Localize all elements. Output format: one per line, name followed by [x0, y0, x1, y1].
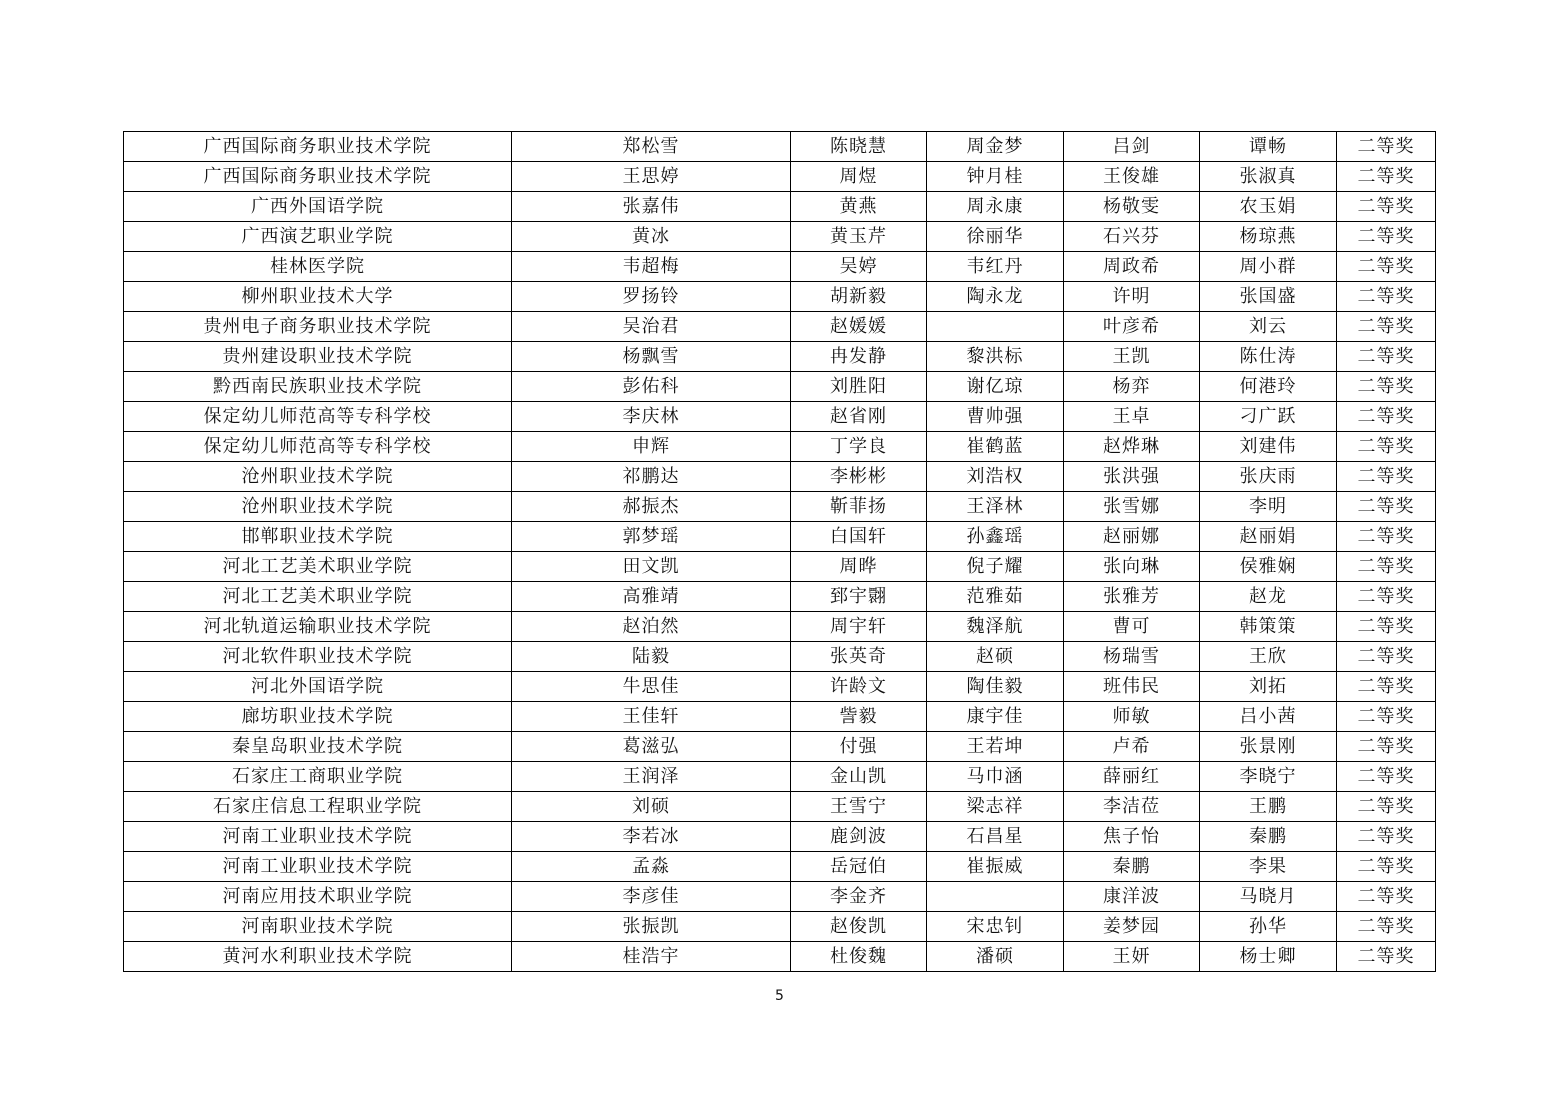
- member-5-cell: 赵丽娟: [1200, 522, 1337, 552]
- table-row: [124, 192, 1436, 222]
- table-row: [124, 252, 1436, 282]
- member-4-cell: 师敏: [1064, 702, 1200, 732]
- table-row: [124, 342, 1436, 372]
- institution-cell: 河北软件职业技术学院: [124, 642, 512, 672]
- institution-cell: 石家庄工商职业学院: [124, 762, 512, 792]
- award-level-cell: 二等奖: [1337, 792, 1436, 822]
- table-row: [124, 912, 1436, 942]
- member-1-cell: 葛滋弘: [512, 732, 791, 762]
- member-5-cell: 张景刚: [1200, 732, 1337, 762]
- award-level-cell: 二等奖: [1337, 822, 1436, 852]
- table-row: [124, 312, 1436, 342]
- table-row: [124, 222, 1436, 252]
- institution-cell: 广西演艺职业学院: [124, 222, 512, 252]
- institution-cell: 石家庄信息工程职业学院: [124, 792, 512, 822]
- award-level-cell: 二等奖: [1337, 702, 1436, 732]
- member-4-cell: 张洪强: [1064, 462, 1200, 492]
- member-1-cell: 张嘉伟: [512, 192, 791, 222]
- institution-cell: 黄河水利职业技术学院: [124, 942, 512, 972]
- member-1-cell: 孟淼: [512, 852, 791, 882]
- award-level-cell: 二等奖: [1337, 282, 1436, 312]
- award-table-body: [124, 132, 1436, 972]
- member-1-cell: 李庆林: [512, 402, 791, 432]
- member-3-cell: 陶佳毅: [927, 672, 1064, 702]
- member-2-cell: 胡新毅: [791, 282, 927, 312]
- member-3-cell: 赵硕: [927, 642, 1064, 672]
- member-5-cell: 李明: [1200, 492, 1337, 522]
- award-level-cell: 二等奖: [1337, 732, 1436, 762]
- member-3-cell: 徐丽华: [927, 222, 1064, 252]
- award-level-cell: 二等奖: [1337, 912, 1436, 942]
- member-1-cell: 郝振杰: [512, 492, 791, 522]
- member-2-cell: 赵省刚: [791, 402, 927, 432]
- award-level-cell: 二等奖: [1337, 642, 1436, 672]
- institution-cell: 廊坊职业技术学院: [124, 702, 512, 732]
- table-row: [124, 612, 1436, 642]
- award-level-cell: 二等奖: [1337, 222, 1436, 252]
- member-4-cell: 赵丽娜: [1064, 522, 1200, 552]
- member-1-cell: 赵泊然: [512, 612, 791, 642]
- member-4-cell: 赵烨琳: [1064, 432, 1200, 462]
- member-5-cell: 刁广跃: [1200, 402, 1337, 432]
- member-3-cell: 钟月桂: [927, 162, 1064, 192]
- member-5-cell: 杨士卿: [1200, 942, 1337, 972]
- member-2-cell: 李金齐: [791, 882, 927, 912]
- table-row: [124, 732, 1436, 762]
- award-level-cell: 二等奖: [1337, 852, 1436, 882]
- member-3-cell: 谢亿琼: [927, 372, 1064, 402]
- member-5-cell: 杨琼燕: [1200, 222, 1337, 252]
- institution-cell: 黔西南民族职业技术学院: [124, 372, 512, 402]
- member-4-cell: 王俊雄: [1064, 162, 1200, 192]
- member-3-cell: 曹帅强: [927, 402, 1064, 432]
- member-3-cell: 刘浩权: [927, 462, 1064, 492]
- award-level-cell: 二等奖: [1337, 762, 1436, 792]
- member-1-cell: 杨飘雪: [512, 342, 791, 372]
- member-1-cell: 韦超梅: [512, 252, 791, 282]
- member-4-cell: 卢希: [1064, 732, 1200, 762]
- award-level-cell: 二等奖: [1337, 492, 1436, 522]
- award-level-cell: 二等奖: [1337, 942, 1436, 972]
- member-1-cell: 王思婷: [512, 162, 791, 192]
- table-row: [124, 852, 1436, 882]
- member-3-cell: 韦红丹: [927, 252, 1064, 282]
- institution-cell: 广西国际商务职业技术学院: [124, 132, 512, 162]
- award-level-cell: 二等奖: [1337, 522, 1436, 552]
- member-3-cell: 崔鹤蓝: [927, 432, 1064, 462]
- award-level-cell: 二等奖: [1337, 162, 1436, 192]
- member-4-cell: 张雪娜: [1064, 492, 1200, 522]
- member-4-cell: 姜梦园: [1064, 912, 1200, 942]
- award-level-cell: 二等奖: [1337, 432, 1436, 462]
- member-1-cell: 王佳轩: [512, 702, 791, 732]
- member-3-cell: 梁志祥: [927, 792, 1064, 822]
- member-3-cell: 孙鑫瑶: [927, 522, 1064, 552]
- member-2-cell: 白国轩: [791, 522, 927, 552]
- institution-cell: 河北工艺美术职业学院: [124, 552, 512, 582]
- award-level-cell: 二等奖: [1337, 372, 1436, 402]
- member-5-cell: 周小群: [1200, 252, 1337, 282]
- member-2-cell: 杜俊魏: [791, 942, 927, 972]
- award-level-cell: 二等奖: [1337, 462, 1436, 492]
- member-5-cell: 王欣: [1200, 642, 1337, 672]
- member-5-cell: 马晓月: [1200, 882, 1337, 912]
- member-5-cell: 秦鹏: [1200, 822, 1337, 852]
- institution-cell: 河南工业职业技术学院: [124, 822, 512, 852]
- member-4-cell: 张雅芳: [1064, 582, 1200, 612]
- member-1-cell: 郑松雪: [512, 132, 791, 162]
- institution-cell: 秦皇岛职业技术学院: [124, 732, 512, 762]
- member-4-cell: 王卓: [1064, 402, 1200, 432]
- member-5-cell: 农玉娟: [1200, 192, 1337, 222]
- member-2-cell: 黄燕: [791, 192, 927, 222]
- member-5-cell: 侯雅娴: [1200, 552, 1337, 582]
- member-4-cell: 李洁莅: [1064, 792, 1200, 822]
- member-3-cell: [927, 312, 1064, 342]
- award-level-cell: 二等奖: [1337, 342, 1436, 372]
- member-4-cell: 周政希: [1064, 252, 1200, 282]
- member-5-cell: 陈仕涛: [1200, 342, 1337, 372]
- member-3-cell: 倪子耀: [927, 552, 1064, 582]
- member-2-cell: 丁学良: [791, 432, 927, 462]
- member-2-cell: 陈晓慧: [791, 132, 927, 162]
- member-2-cell: 岳冠伯: [791, 852, 927, 882]
- member-4-cell: 曹可: [1064, 612, 1200, 642]
- member-2-cell: 周晔: [791, 552, 927, 582]
- member-3-cell: 陶永龙: [927, 282, 1064, 312]
- member-2-cell: 郅宇翾: [791, 582, 927, 612]
- institution-cell: 沧州职业技术学院: [124, 492, 512, 522]
- award-level-cell: 二等奖: [1337, 552, 1436, 582]
- member-1-cell: 郭梦瑶: [512, 522, 791, 552]
- member-1-cell: 牛思佳: [512, 672, 791, 702]
- institution-cell: 河南职业技术学院: [124, 912, 512, 942]
- member-4-cell: 叶彦希: [1064, 312, 1200, 342]
- table-row: [124, 282, 1436, 312]
- member-1-cell: 刘硕: [512, 792, 791, 822]
- institution-cell: 保定幼儿师范高等专科学校: [124, 402, 512, 432]
- member-2-cell: 刘胜阳: [791, 372, 927, 402]
- award-level-cell: 二等奖: [1337, 402, 1436, 432]
- member-2-cell: 鹿剑波: [791, 822, 927, 852]
- institution-cell: 桂林医学院: [124, 252, 512, 282]
- institution-cell: 河北工艺美术职业学院: [124, 582, 512, 612]
- table-row: [124, 372, 1436, 402]
- member-4-cell: 石兴芬: [1064, 222, 1200, 252]
- member-1-cell: 田文凯: [512, 552, 791, 582]
- page-number: 5: [775, 988, 784, 1004]
- table-row: [124, 942, 1436, 972]
- member-1-cell: 黄冰: [512, 222, 791, 252]
- institution-cell: 河北轨道运输职业技术学院: [124, 612, 512, 642]
- member-4-cell: 班伟民: [1064, 672, 1200, 702]
- member-1-cell: 李彦佳: [512, 882, 791, 912]
- member-5-cell: 谭畅: [1200, 132, 1337, 162]
- award-level-cell: 二等奖: [1337, 192, 1436, 222]
- member-1-cell: 吴治君: [512, 312, 791, 342]
- table-row: [124, 402, 1436, 432]
- member-1-cell: 高雅靖: [512, 582, 791, 612]
- member-2-cell: 许龄文: [791, 672, 927, 702]
- institution-cell: 贵州电子商务职业技术学院: [124, 312, 512, 342]
- table-row: [124, 702, 1436, 732]
- member-5-cell: 韩策策: [1200, 612, 1337, 642]
- member-1-cell: 罗扬铃: [512, 282, 791, 312]
- award-level-cell: 二等奖: [1337, 882, 1436, 912]
- member-5-cell: 刘拓: [1200, 672, 1337, 702]
- institution-cell: 沧州职业技术学院: [124, 462, 512, 492]
- table-row: [124, 432, 1436, 462]
- member-4-cell: 王凯: [1064, 342, 1200, 372]
- member-2-cell: 周煜: [791, 162, 927, 192]
- member-1-cell: 王润泽: [512, 762, 791, 792]
- member-4-cell: 薛丽红: [1064, 762, 1200, 792]
- institution-cell: 保定幼儿师范高等专科学校: [124, 432, 512, 462]
- member-5-cell: 张庆雨: [1200, 462, 1337, 492]
- member-1-cell: 祁鹏达: [512, 462, 791, 492]
- member-3-cell: 崔振威: [927, 852, 1064, 882]
- member-4-cell: 张向琳: [1064, 552, 1200, 582]
- award-level-cell: 二等奖: [1337, 582, 1436, 612]
- member-5-cell: 张淑真: [1200, 162, 1337, 192]
- member-2-cell: 付强: [791, 732, 927, 762]
- table-row: [124, 792, 1436, 822]
- member-5-cell: 刘云: [1200, 312, 1337, 342]
- member-5-cell: 何港玲: [1200, 372, 1337, 402]
- member-3-cell: 宋忠钊: [927, 912, 1064, 942]
- institution-cell: 贵州建设职业技术学院: [124, 342, 512, 372]
- institution-cell: 河南工业职业技术学院: [124, 852, 512, 882]
- member-3-cell: 黎洪标: [927, 342, 1064, 372]
- member-2-cell: 黄玉芹: [791, 222, 927, 252]
- table-row: [124, 552, 1436, 582]
- member-2-cell: 冉发静: [791, 342, 927, 372]
- table-row: [124, 762, 1436, 792]
- member-1-cell: 张振凯: [512, 912, 791, 942]
- member-2-cell: 赵俊凯: [791, 912, 927, 942]
- table-row: [124, 132, 1436, 162]
- member-4-cell: 杨敬雯: [1064, 192, 1200, 222]
- member-2-cell: 靳菲扬: [791, 492, 927, 522]
- institution-cell: 河北外国语学院: [124, 672, 512, 702]
- member-3-cell: 范雅茹: [927, 582, 1064, 612]
- member-2-cell: 訾毅: [791, 702, 927, 732]
- member-2-cell: 张英奇: [791, 642, 927, 672]
- member-1-cell: 陆毅: [512, 642, 791, 672]
- member-3-cell: 石昌星: [927, 822, 1064, 852]
- institution-cell: 邯郸职业技术学院: [124, 522, 512, 552]
- institution-cell: 广西外国语学院: [124, 192, 512, 222]
- member-4-cell: 秦鹏: [1064, 852, 1200, 882]
- award-level-cell: 二等奖: [1337, 132, 1436, 162]
- member-3-cell: 王泽林: [927, 492, 1064, 522]
- table-row: [124, 462, 1436, 492]
- table-row: [124, 882, 1436, 912]
- member-2-cell: 王雪宁: [791, 792, 927, 822]
- member-4-cell: 杨瑞雪: [1064, 642, 1200, 672]
- member-2-cell: 吴婷: [791, 252, 927, 282]
- member-4-cell: 焦子怡: [1064, 822, 1200, 852]
- member-3-cell: 康宇佳: [927, 702, 1064, 732]
- member-4-cell: 吕剑: [1064, 132, 1200, 162]
- table-row: [124, 672, 1436, 702]
- award-level-cell: 二等奖: [1337, 612, 1436, 642]
- member-2-cell: 金山凯: [791, 762, 927, 792]
- member-3-cell: 王若坤: [927, 732, 1064, 762]
- member-3-cell: 周永康: [927, 192, 1064, 222]
- institution-cell: 柳州职业技术大学: [124, 282, 512, 312]
- member-1-cell: 李若冰: [512, 822, 791, 852]
- member-3-cell: 魏泽航: [927, 612, 1064, 642]
- member-3-cell: 周金梦: [927, 132, 1064, 162]
- member-1-cell: 桂浩宇: [512, 942, 791, 972]
- institution-cell: 广西国际商务职业技术学院: [124, 162, 512, 192]
- member-5-cell: 李晓宁: [1200, 762, 1337, 792]
- member-2-cell: 赵媛媛: [791, 312, 927, 342]
- member-4-cell: 康洋波: [1064, 882, 1200, 912]
- member-5-cell: 孙华: [1200, 912, 1337, 942]
- member-1-cell: 彭佑科: [512, 372, 791, 402]
- member-3-cell: 潘硕: [927, 942, 1064, 972]
- member-4-cell: 杨弈: [1064, 372, 1200, 402]
- member-5-cell: 李果: [1200, 852, 1337, 882]
- member-5-cell: 吕小茜: [1200, 702, 1337, 732]
- member-5-cell: 刘建伟: [1200, 432, 1337, 462]
- table-row: [124, 162, 1436, 192]
- member-4-cell: 王妍: [1064, 942, 1200, 972]
- award-level-cell: 二等奖: [1337, 252, 1436, 282]
- award-table: [123, 131, 1436, 972]
- award-level-cell: 二等奖: [1337, 312, 1436, 342]
- table-row: [124, 822, 1436, 852]
- member-5-cell: 张国盛: [1200, 282, 1337, 312]
- member-2-cell: 周宇轩: [791, 612, 927, 642]
- member-5-cell: 赵龙: [1200, 582, 1337, 612]
- member-1-cell: 申辉: [512, 432, 791, 462]
- member-2-cell: 李彬彬: [791, 462, 927, 492]
- award-level-cell: 二等奖: [1337, 672, 1436, 702]
- table-row: [124, 582, 1436, 612]
- member-5-cell: 王鹏: [1200, 792, 1337, 822]
- member-3-cell: [927, 882, 1064, 912]
- institution-cell: 河南应用技术职业学院: [124, 882, 512, 912]
- table-row: [124, 492, 1436, 522]
- table-row: [124, 642, 1436, 672]
- member-4-cell: 许明: [1064, 282, 1200, 312]
- table-row: [124, 522, 1436, 552]
- member-3-cell: 马巾涵: [927, 762, 1064, 792]
